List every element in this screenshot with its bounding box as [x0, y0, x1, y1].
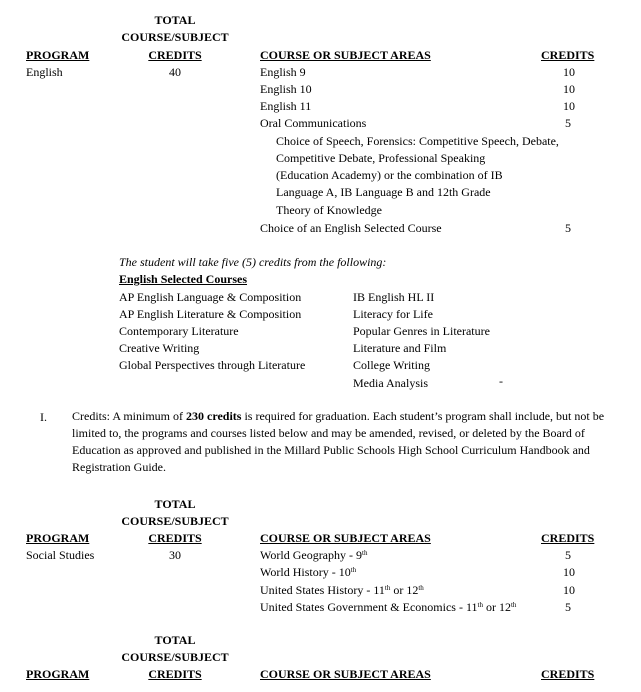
credits-header: CREDITS — [148, 48, 202, 62]
course-name — [260, 548, 367, 562]
course-text: World Geography - 9 — [260, 548, 363, 562]
selected-course-left: Global Perspectives through Literature — [119, 358, 306, 372]
course-areas-header: COURSE OR SUBJECT AREAS — [260, 667, 431, 681]
paragraph-text-start: Credits: A minimum of — [72, 409, 187, 423]
stray-dash: - — [499, 374, 503, 388]
paragraph-text-end: is required for graduation. Each student’s program shall include, but not be limited to, the programs and courses listed below and may be amended, revised, or deleted by the Board of Education as approved and published in the Millard Public Schools High School Curriculum Handbook and Registration Guide. — [72, 409, 605, 474]
section-numeral: I. — [40, 410, 47, 424]
course-credits: 5 — [565, 600, 571, 614]
ordinal-suffix: th — [418, 584, 424, 592]
course-subject-header: COURSE/SUBJECT — [121, 514, 229, 528]
selected-course-right: College Writing — [353, 358, 430, 372]
course-name: English 9 — [260, 65, 306, 79]
course-credits: 10 — [563, 82, 575, 96]
program-header: PROGRAM — [26, 531, 90, 545]
course-areas-header: COURSE OR SUBJECT AREAS — [260, 48, 431, 62]
course-name: English 10 — [260, 82, 312, 96]
total-credits-english: 40 — [169, 65, 181, 79]
selected-course-left: AP English Literature & Composition — [119, 307, 302, 321]
selected-course-right: Media Analysis — [353, 376, 428, 390]
course-credits: 10 — [563, 99, 575, 113]
course-credits: 5 — [565, 548, 571, 562]
selected-course-right: Literature and Film — [353, 341, 447, 355]
course-text-suffix: or 12 — [390, 583, 419, 597]
course-name: Choice of an English Selected Course — [260, 221, 442, 235]
course-name: Oral Communications — [260, 116, 367, 130]
ordinal-suffix: th — [350, 566, 357, 574]
selected-course-left: AP English Language & Composition — [119, 290, 302, 304]
course-text: United States History - 11 — [260, 583, 385, 597]
total-credits-social-studies: 30 — [169, 548, 181, 562]
total-header: TOTAL — [154, 497, 196, 511]
selected-course-left: Creative Writing — [119, 341, 200, 355]
ordinal-suffix: th — [477, 601, 483, 609]
credits-requirement-paragraph — [72, 408, 620, 476]
course-subject-header: COURSE/SUBJECT — [121, 30, 229, 44]
selected-course-right: IB English HL II — [353, 290, 435, 304]
selected-course-right: Literacy for Life — [353, 307, 433, 321]
selected-courses-title: English Selected Courses — [119, 272, 248, 286]
credits-right-header: CREDITS — [541, 531, 595, 545]
course-name — [260, 565, 356, 579]
selected-course-left: Contemporary Literature — [119, 324, 239, 338]
choice-line: Choice of Speech, Forensics: Competitive Speech, Debate, — [276, 134, 559, 148]
credits-right-header: CREDITS — [541, 48, 595, 62]
choice-line: Competitive Debate, Professional Speaking — [276, 151, 486, 165]
program-header: PROGRAM — [26, 667, 90, 681]
credits-header: CREDITS — [148, 531, 202, 545]
program-english: English — [26, 65, 63, 79]
course-name — [260, 600, 516, 614]
paragraph-text-bold: 230 credits — [186, 409, 242, 423]
total-header: TOTAL — [154, 633, 196, 647]
credits-header: CREDITS — [148, 667, 202, 681]
ordinal-suffix: th — [384, 584, 391, 592]
course-text-suffix: or 12 — [482, 600, 511, 614]
course-credits: 10 — [563, 65, 575, 79]
course-credits: 5 — [565, 116, 571, 130]
choice-line: Theory of Knowledge — [276, 203, 382, 217]
course-name: English 11 — [260, 99, 312, 113]
course-subject-header: COURSE/SUBJECT — [121, 650, 229, 664]
course-text: World History - 10 — [260, 565, 351, 579]
course-name — [260, 583, 424, 597]
choice-line: Language A, IB Language B and 12th Grade — [276, 185, 491, 199]
ordinal-suffix: th — [510, 601, 517, 609]
course-text: United States Government & Economics - 11 — [260, 600, 478, 614]
course-areas-header: COURSE OR SUBJECT AREAS — [260, 531, 431, 545]
choice-line: (Education Academy) or the combination of IB — [276, 168, 503, 182]
total-header: TOTAL — [154, 13, 196, 27]
selected-course-right: Popular Genres in Literature — [353, 324, 490, 338]
credits-right-header: CREDITS — [541, 667, 595, 681]
course-credits: 10 — [563, 565, 575, 579]
selection-note: The student will take five (5) credits from the following: — [119, 255, 387, 269]
ordinal-suffix: th — [362, 549, 368, 557]
course-credits: 5 — [565, 221, 571, 235]
program-social-studies: Social Studies — [26, 548, 95, 562]
program-header: PROGRAM — [26, 48, 90, 62]
course-credits: 10 — [563, 583, 575, 597]
